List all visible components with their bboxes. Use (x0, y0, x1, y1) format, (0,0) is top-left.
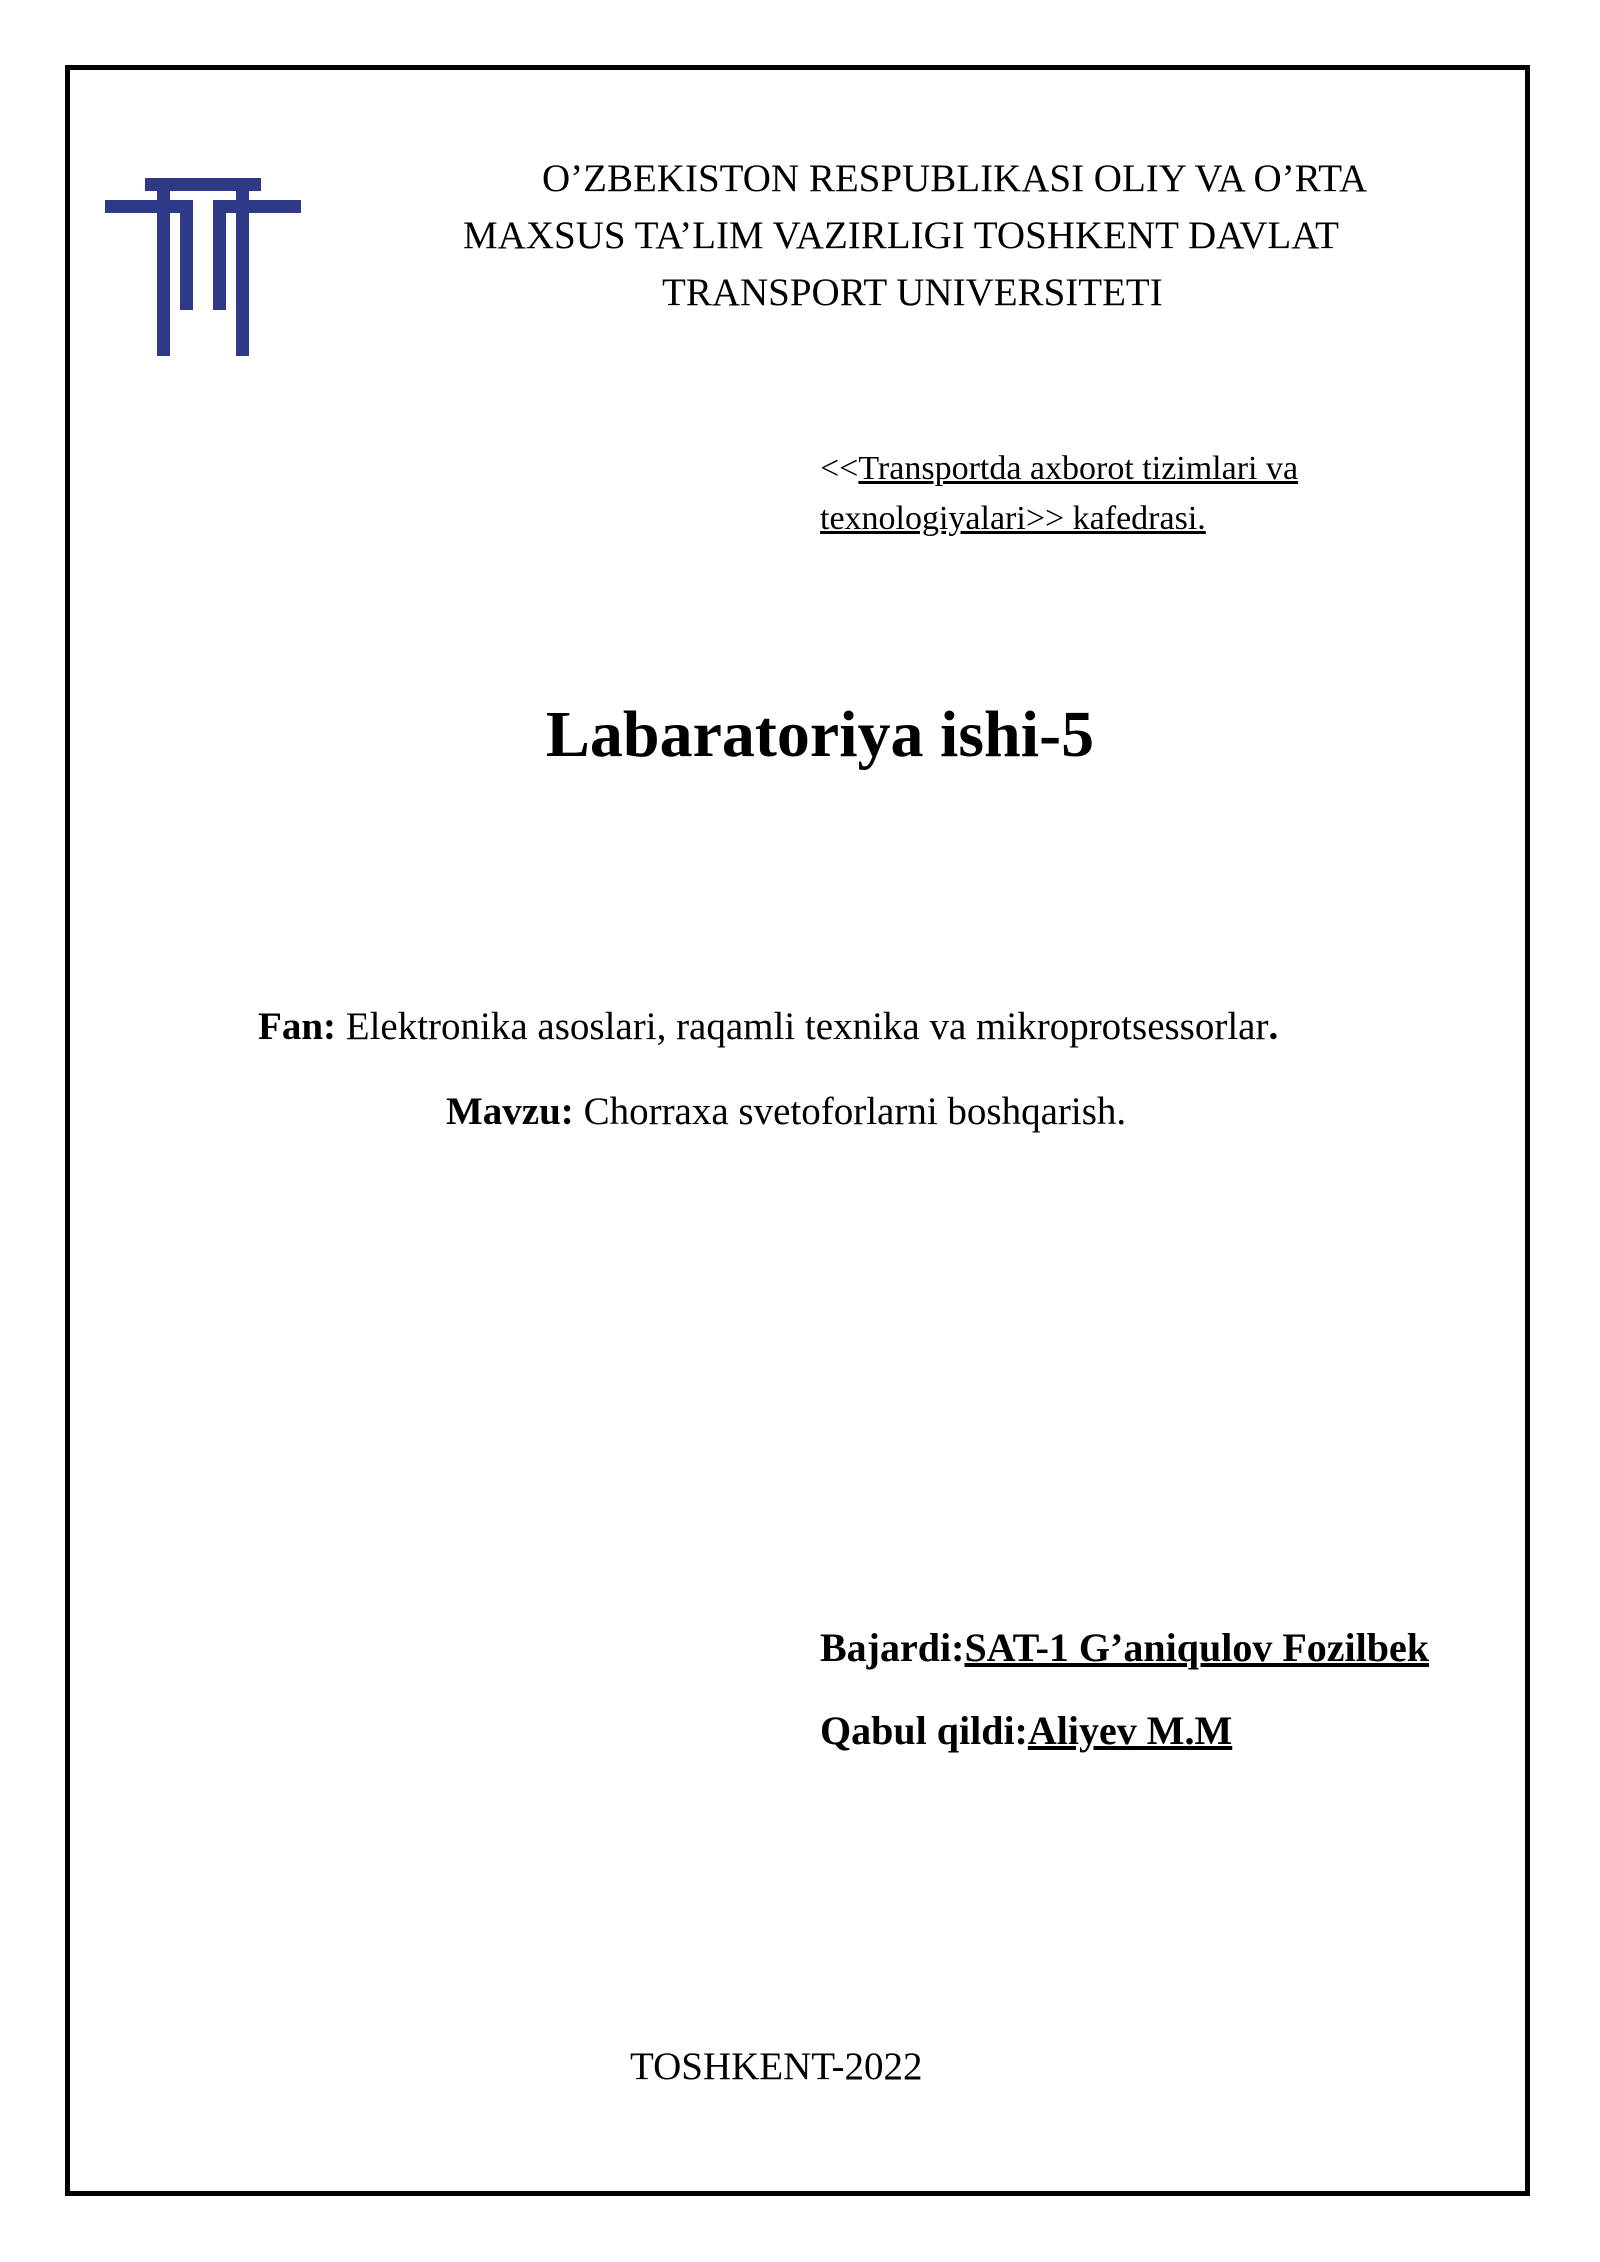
page-title: Labaratoriya ishi-5 (545, 698, 1095, 771)
ministry-header (440, 150, 1540, 321)
accepted-by-value: Aliyev M.M (1027, 1708, 1233, 1753)
performed-by-line (820, 1619, 1429, 1677)
subject-label: Fan: (258, 1005, 336, 1048)
university-logo-icon (105, 178, 301, 356)
topic-value: Chorraxa svetoforlarni boshqarish. (573, 1090, 1127, 1133)
accepted-by-line (820, 1702, 1232, 1760)
department-line-2: texnologiyalari>> kafedrasi. (820, 500, 1206, 537)
ministry-line-2: MAXSUS TA’LIM VAZIRLIGI TOSHKENT DAVLAT (463, 214, 1339, 257)
department-line-1: Transportda axborot tizimlari va (858, 450, 1299, 487)
performed-by-label: Bajardi: (820, 1625, 965, 1670)
accepted-by-label: Qabul qildi: (820, 1708, 1028, 1753)
department-name (820, 444, 1298, 544)
city-year: TOSHKENT-2022 (630, 2045, 923, 2088)
subject-line (258, 999, 1278, 1055)
subject-value: Elektronika asoslari, raqamli texnika va mikroprotsessorlar (336, 1005, 1269, 1048)
department-prefix: << (820, 450, 859, 487)
subject-end: . (1268, 1005, 1279, 1048)
topic-label: Mavzu: (446, 1090, 574, 1133)
performed-by-value: SAT-1 G’aniqulov Fozilbek (964, 1625, 1429, 1670)
topic-line (446, 1084, 1126, 1140)
ministry-line-3: TRANSPORT UNIVERSITETI (662, 271, 1163, 314)
ministry-line-1: O’ZBEKISTON RESPUBLIKASI OLIY VA O’RTA (542, 157, 1368, 200)
